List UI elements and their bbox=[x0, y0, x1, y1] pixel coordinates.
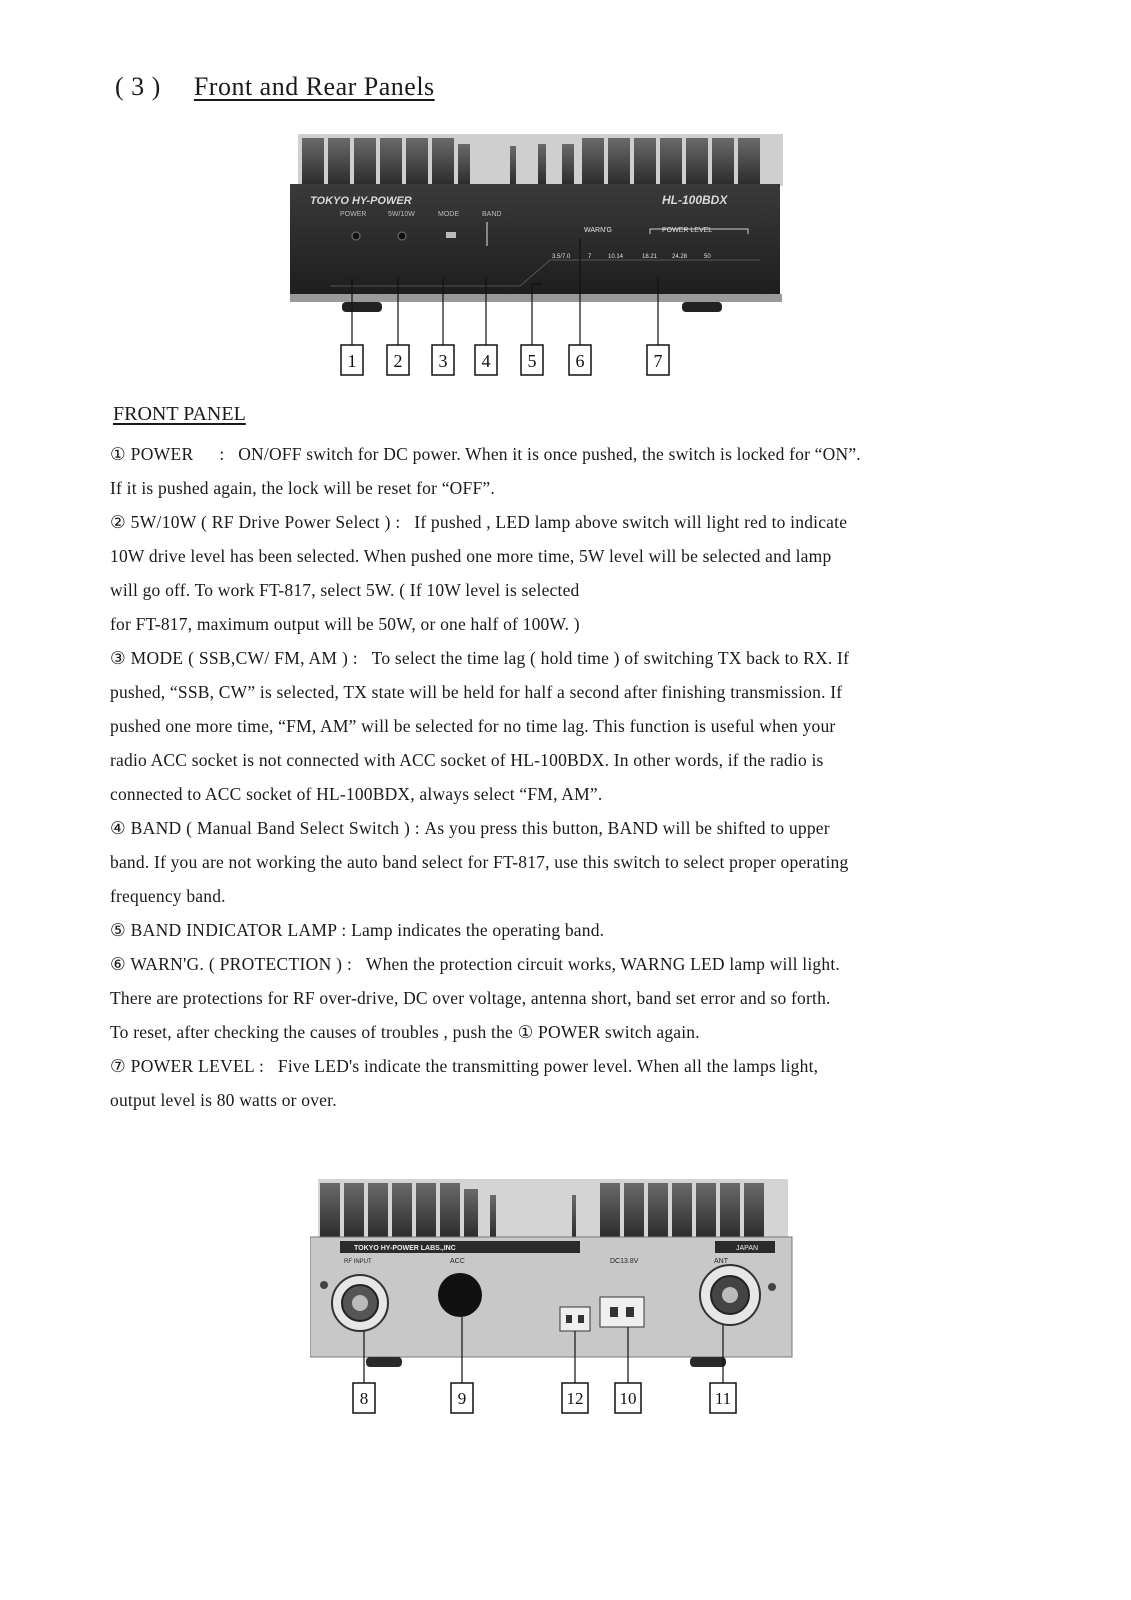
country-label: JAPAN bbox=[736, 1245, 759, 1252]
front-panel-photo bbox=[290, 130, 800, 390]
desc-line: If it is pushed again, the lock will be reset for “OFF”. bbox=[110, 478, 495, 498]
item-label: ③ MODE ( SSB,CW/ FM, AM ) : bbox=[110, 648, 358, 668]
power-level-label: POWER LEVEL bbox=[662, 227, 713, 234]
front-panel-heading: FRONT PANEL bbox=[113, 403, 246, 425]
item-label: ① POWER bbox=[110, 444, 194, 464]
front-panel-description bbox=[110, 437, 1010, 1117]
item-label: ② 5W/10W ( RF Drive Power Select ) : bbox=[110, 512, 401, 532]
desc-line bbox=[110, 505, 1010, 539]
right-foot bbox=[682, 302, 722, 312]
callout-10: 10 bbox=[619, 1389, 637, 1408]
section-number: ( 3 ) bbox=[115, 72, 161, 101]
item-label: ⑦ POWER LEVEL : bbox=[110, 1056, 265, 1076]
desc-line: pushed, “SSB, CW” is selected, TX state will be held for half a second after finishing transmission. If bbox=[110, 682, 843, 702]
rear-brand-label: TOKYO HY-POWER LABS.,INC bbox=[354, 1245, 456, 1252]
heatsink-fins bbox=[298, 134, 783, 186]
model-label: HL-100BDX bbox=[662, 193, 728, 207]
band-label: 18.21 bbox=[642, 254, 658, 260]
item-text: ON/OFF switch for DC power. When it is once pushed, the switch is locked for “ON”. bbox=[238, 444, 861, 464]
band-switch bbox=[486, 222, 488, 246]
item-text: As you press this button, BAND will be shifted to upper bbox=[424, 818, 830, 838]
desc-line: will go off. To work FT-817, select 5W. ( If 10W level is selected bbox=[110, 580, 580, 600]
brand-label: TOKYO HY-POWER bbox=[310, 195, 412, 207]
rear-left-foot bbox=[366, 1357, 402, 1367]
item-text: Five LED's indicate the transmitting power level. When all the lamps light, bbox=[277, 1056, 819, 1076]
callout-12: 12 bbox=[566, 1389, 584, 1408]
mode-switch-label: MODE bbox=[438, 211, 459, 218]
power-switch bbox=[352, 232, 360, 240]
rear-panel-photo bbox=[310, 1175, 810, 1425]
drive-switch bbox=[398, 232, 406, 240]
band-label: 24.28 bbox=[672, 254, 688, 260]
callout-2: 2 bbox=[393, 351, 403, 371]
desc-line: 10W drive level has been selected. When pushed one more time, 5W level will be selected and lamp bbox=[110, 546, 832, 566]
item-separator: : bbox=[219, 444, 225, 464]
dc-label: DC13.8V bbox=[610, 1258, 639, 1265]
item-text: If pushed , LED lamp above switch will light red to indicate bbox=[414, 512, 848, 532]
band-label: 7 bbox=[588, 254, 592, 260]
callout-8: 8 bbox=[359, 1389, 369, 1408]
band-label: 3.5/7.0 bbox=[552, 254, 571, 260]
item-label: ④ BAND ( Manual Band Select Switch ) : bbox=[110, 818, 420, 838]
section-title: Front and Rear Panels bbox=[193, 72, 435, 101]
callout-5: 5 bbox=[527, 351, 537, 371]
callout-9: 9 bbox=[457, 1389, 467, 1408]
desc-line bbox=[110, 947, 1010, 981]
ant-label: ANT bbox=[714, 1258, 728, 1265]
desc-line bbox=[110, 811, 1010, 845]
desc-line: for FT-817, maximum output will be 50W, or one half of 100W. ) bbox=[110, 614, 580, 634]
callout-6: 6 bbox=[575, 351, 585, 371]
rf-input-label: RF INPUT bbox=[344, 1259, 372, 1265]
drive-switch-label: 5W/10W bbox=[388, 211, 415, 218]
desc-line bbox=[110, 437, 1010, 471]
desc-line: radio ACC socket is not connected with ACC socket of HL-100BDX. In other words, if the radio is bbox=[110, 750, 824, 770]
band-label: 10.14 bbox=[608, 254, 624, 260]
item-text: When the protection circuit works, WARNG LED lamp will light. bbox=[365, 954, 840, 974]
item-label: ⑤ BAND INDICATOR LAMP : bbox=[110, 920, 347, 940]
page-title bbox=[115, 72, 435, 102]
left-foot bbox=[342, 302, 382, 312]
item-label: ⑥ WARN'G. ( PROTECTION ) : bbox=[110, 954, 353, 974]
desc-line: output level is 80 watts or over. bbox=[110, 1090, 337, 1110]
desc-line: frequency band. bbox=[110, 886, 226, 906]
rf-input-socket bbox=[600, 1297, 644, 1327]
mode-switch bbox=[446, 232, 456, 238]
desc-line: band. If you are not working the auto band select for FT-817, use this switch to select proper operating bbox=[110, 852, 849, 872]
item-text: Lamp indicates the operating band. bbox=[351, 920, 605, 940]
desc-line: connected to ACC socket of HL-100BDX, always select “FM, AM”. bbox=[110, 784, 603, 804]
desc-line bbox=[110, 641, 1010, 675]
desc-line: There are protections for RF over-drive, DC over voltage, antenna short, band set error and so forth. bbox=[110, 988, 831, 1008]
warn-lamp-label: WARN'G bbox=[584, 227, 612, 234]
dc-power-connector bbox=[560, 1307, 590, 1331]
desc-line: To reset, after checking the causes of troubles , push the ① POWER switch again. bbox=[110, 1022, 700, 1042]
rear-heatsink-fins bbox=[318, 1179, 788, 1239]
callout-3: 3 bbox=[438, 351, 448, 371]
desc-line bbox=[110, 913, 1010, 947]
rear-right-foot bbox=[690, 1357, 726, 1367]
callout-7: 7 bbox=[653, 351, 663, 371]
callout-11: 11 bbox=[714, 1389, 732, 1408]
callout-1: 1 bbox=[347, 351, 357, 371]
item-text: To select the time lag ( hold time ) of switching TX back to RX. If bbox=[371, 648, 850, 668]
acc-socket bbox=[438, 1273, 482, 1317]
band-label: 50 bbox=[704, 254, 711, 260]
power-switch-label: POWER bbox=[340, 211, 367, 218]
desc-line: pushed one more time, “FM, AM” will be selected for no time lag. This function is useful when your bbox=[110, 716, 836, 736]
band-switch-label: BAND bbox=[482, 211, 502, 218]
acc-label: ACC bbox=[450, 1258, 465, 1265]
callout-4: 4 bbox=[481, 351, 491, 371]
desc-line bbox=[110, 1049, 1010, 1083]
